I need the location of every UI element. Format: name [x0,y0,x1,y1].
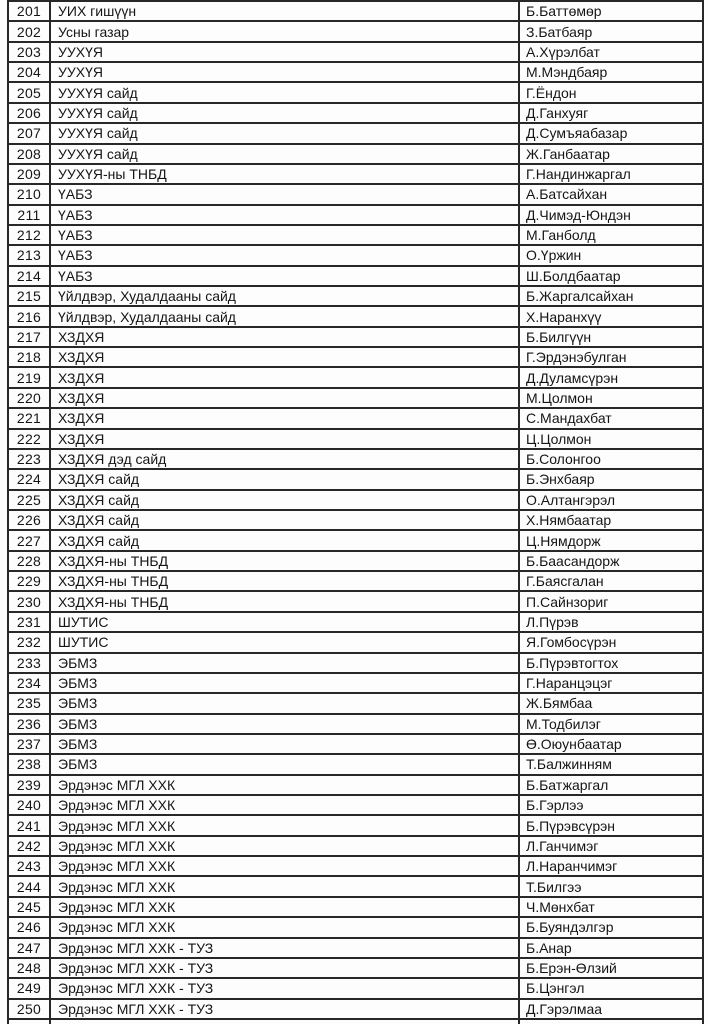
person-name-cell: Г.Нандинжаргал [526,166,631,183]
organization-cell: Эрдэнэс МГЛ ХХК - ТУЗ [51,979,520,997]
row-number-cell: 215 [9,287,51,305]
organization-cell: ЭБМЗ [51,654,520,672]
table-row [9,22,702,42]
organization-cell: ХЗДХЯ сайд [51,470,520,488]
person-name-cell: Д.Сумъяабазар [526,125,628,142]
person-name-cell: Л.Наранчимэг [526,858,618,875]
person-name-cell: Г.Наранцэцэг [526,675,613,692]
row-number-cell: 212 [9,226,51,244]
person-name-cell: Ц.Нямдорж [526,532,601,549]
table-row [9,185,702,205]
row-number-cell: 238 [9,755,51,773]
organization-cell: ХЗДХЯ сайд [51,511,520,529]
row-number-cell: 240 [9,796,51,814]
person-name-cell: Б.Буяндэлгэр [526,919,614,936]
table-row [9,328,702,348]
table-row [9,776,702,796]
table-row [9,1000,702,1020]
organization-cell: ХЗДХЯ сайд [51,531,520,549]
person-name-cell: Б.Батжаргал [526,776,609,793]
row-number-cell: 230 [9,592,51,610]
organization-cell: Эрдэнэс МГЛ ХХК - ТУЗ [51,939,520,957]
table-row [9,246,702,266]
table-row [9,959,702,979]
person-name-cell: Б.Жаргалсайхан [526,288,634,305]
table-row [9,63,702,83]
table-row [9,226,702,246]
row-number-cell: 235 [9,694,51,712]
table-row [9,654,702,674]
organization-cell: ШУТИС [51,633,520,651]
table-row [9,2,702,22]
row-number-cell: 245 [9,898,51,916]
attendance-table [7,0,704,1024]
organization-cell: УУХҮЯ сайд [51,83,520,101]
row-number-cell: 232 [9,633,51,651]
person-name-cell: Б.Баттөмөр [526,3,602,20]
table-row [9,389,702,409]
organization-cell: ХЗДХЯ-ны ТНБД [51,572,520,590]
row-number-cell: 205 [9,83,51,101]
table-row [9,450,702,470]
table-row [9,898,702,918]
organization-cell: Усны газар [51,22,520,40]
table-row [9,755,702,775]
table-row [9,796,702,816]
partial-row [9,1020,702,1024]
person-name-cell: Г.Баясгалан [526,573,604,590]
row-number-cell: 231 [9,613,51,631]
person-name-cell: Ө.Оюунбаатар [526,736,622,753]
table-row [9,511,702,531]
organization-cell: Эрдэнэс МГЛ ХХК [51,877,520,895]
person-name-cell: Ч.Мөнхбат [526,898,595,915]
table-row [9,83,702,103]
row-number-cell: 221 [9,409,51,427]
row-number-cell: 207 [9,124,51,142]
person-name-cell: Д.Дуламсүрэн [526,369,619,386]
table-row [9,918,702,938]
row-number-cell: 234 [9,674,51,692]
row-number-cell: 201 [9,2,51,20]
table-row [9,816,702,836]
row-number-cell: 204 [9,63,51,81]
table-row [9,633,702,653]
row-number-cell: 241 [9,816,51,834]
table-row [9,491,702,511]
table-row [9,348,702,368]
table-row [9,287,702,307]
organization-cell: ҮАБЗ [51,226,520,244]
table-row [9,572,702,592]
table-row [9,592,702,612]
person-name-cell: Б.Гэрлээ [526,797,584,814]
organization-cell: ХЗДХЯ [51,389,520,407]
person-name-cell: П.Сайнзориг [526,593,609,610]
organization-cell: ҮАБЗ [51,206,520,224]
person-name-cell: М.Цолмон [526,390,593,406]
person-name-cell: Б.Пүрэвтогтох [526,654,619,671]
person-name-cell: Х.Наранхүү [526,308,602,325]
organization-cell: Эрдэнэс МГЛ ХХК - ТУЗ [51,959,520,977]
organization-cell: УУХҮЯ-ны ТНБД [51,165,520,183]
person-name-cell: Г.Ёндон [526,84,577,101]
table-row [9,735,702,755]
organization-cell: ЭБМЗ [51,735,520,753]
row-number-cell: 220 [9,389,51,407]
row-number-cell: 244 [9,877,51,895]
organization-cell: ЭБМЗ [51,674,520,692]
table-row [9,267,702,287]
table-row [9,368,702,388]
table-row [9,979,702,999]
organization-cell: Эрдэнэс МГЛ ХХК [51,918,520,936]
table-row [9,674,702,694]
person-name-cell: Я.Гомбосүрэн [526,634,617,651]
row-number-cell: 250 [9,1000,51,1018]
table-row [9,165,702,185]
row-number-cell: 227 [9,531,51,549]
organization-cell: ХЗДХЯ [51,348,520,366]
person-name-cell: Ж.Бямбаа [526,695,593,712]
row-number-cell: 211 [9,206,51,224]
person-name-cell: М.Тодбилэг [526,715,601,732]
row-number-cell [9,1020,51,1024]
person-name-cell: Д.Ганхуяг [526,104,589,121]
organization-cell: Эрдэнэс МГЛ ХХК - ТУЗ [51,1000,520,1018]
organization-cell: ЭБМЗ [51,715,520,733]
table-row [9,307,702,327]
person-name-cell: Б.Пүрэвсүрэн [526,817,616,834]
organization-cell: ШУТИС [51,613,520,631]
row-number-cell: 246 [9,918,51,936]
organization-cell: Эрдэнэс МГЛ ХХК [51,776,520,794]
table-row [9,470,702,490]
organization-cell: УУХҮЯ сайд [51,104,520,122]
row-number-cell: 236 [9,715,51,733]
person-name-cell: Б.Солонгоо [526,451,601,468]
table-row [9,939,702,959]
person-name-cell: Б.Ерэн-Өлзий [526,960,617,977]
table-row [9,715,702,735]
person-name-cell: О.Үржин [526,247,582,264]
row-number-cell: 208 [9,145,51,163]
row-number-cell: 237 [9,735,51,753]
person-name-cell: Б.Цэнгэл [526,980,585,997]
organization-cell: ҮАБЗ [51,185,520,203]
table-row [9,430,702,450]
organization-cell: ХЗДХЯ-ны ТНБД [51,592,520,610]
person-name-cell: С.Мандахбат [526,410,612,427]
organization-cell: ҮАБЗ [51,267,520,285]
row-number-cell: 213 [9,246,51,264]
organization-cell: УУХҮЯ сайд [51,124,520,142]
table-row [9,531,702,551]
person-name-cell: Л.Ганчимэг [526,837,599,854]
person-name-cell: Д.Гэрэлмаа [526,1000,603,1017]
person-name-cell: Т.Балжинням [526,756,612,773]
organization-cell: ХЗДХЯ-ны ТНБД [51,552,520,570]
row-number-cell: 214 [9,267,51,285]
row-number-cell: 210 [9,185,51,203]
table-row [9,206,702,226]
row-number-cell: 247 [9,939,51,957]
person-name-cell: Б.Баасандорж [526,552,620,569]
organization-cell: ХЗДХЯ сайд [51,491,520,509]
row-number-cell: 223 [9,450,51,468]
organization-cell: УИХ гишүүн [51,2,520,20]
person-name-cell: Б.Энхбаяр [526,471,595,488]
person-name-cell: Б.Билгүүн [526,328,592,345]
row-number-cell: 228 [9,552,51,570]
row-number-cell: 209 [9,165,51,183]
person-name-cell: Б.Анар [526,939,572,956]
row-number-cell: 248 [9,959,51,977]
organization-cell: ХЗДХЯ [51,430,520,448]
row-number-cell: 222 [9,430,51,448]
person-name-cell: Ц.Цолмон [526,430,592,447]
organization-cell: Үйлдвэр, Худалдааны сайд [51,287,520,305]
row-number-cell: 226 [9,511,51,529]
row-number-cell: 203 [9,43,51,61]
table-row [9,552,702,572]
person-name-cell: О.Алтангэрэл [526,491,616,508]
person-name-cell: М.Мэндбаяр [526,64,608,81]
row-number-cell: 202 [9,22,51,40]
table-row [9,694,702,714]
table-row [9,145,702,165]
organization-cell: ХЗДХЯ [51,328,520,346]
person-name-cell: Л.Пүрэв [526,613,579,630]
table-row [9,104,702,124]
row-number-cell: 249 [9,979,51,997]
row-number-cell: 216 [9,307,51,325]
table-row [9,877,702,897]
person-name-cell: З.Батбаяр [526,23,593,40]
organization-cell: ХЗДХЯ [51,368,520,386]
person-name-cell: Г.Эрдэнэбулган [526,349,627,366]
row-number-cell: 242 [9,837,51,855]
row-number-cell: 225 [9,491,51,509]
row-number-cell: 217 [9,328,51,346]
row-number-cell: 224 [9,470,51,488]
organization-cell: ЭБМЗ [51,755,520,773]
organization-cell: ХЗДХЯ дэд сайд [51,450,520,468]
organization-cell: Эрдэнэс МГЛ ХХК [51,898,520,916]
organization-cell: Эрдэнэс МГЛ ХХК [51,796,520,814]
table-row [9,43,702,63]
row-number-cell: 229 [9,572,51,590]
row-number-cell: 243 [9,857,51,875]
person-name-cell: А.Батсайхан [526,186,608,203]
person-name-cell: Х.Нямбаатар [526,512,612,529]
organization-cell: Эрдэнэс МГЛ ХХК [51,837,520,855]
person-name-cell: Ж.Ганбаатар [526,145,610,162]
person-name-cell [520,1020,702,1024]
organization-cell [51,1020,520,1024]
organization-cell: ЭБМЗ [51,694,520,712]
row-number-cell: 239 [9,776,51,794]
row-number-cell: 206 [9,104,51,122]
table-row [9,857,702,877]
table-row [9,409,702,429]
table-row [9,124,702,144]
organization-cell: УУХҮЯ [51,63,520,81]
organization-cell: Эрдэнэс МГЛ ХХК [51,857,520,875]
person-name-cell: Т.Билгээ [526,878,582,895]
organization-cell: УУХҮЯ [51,43,520,61]
organization-cell: УУХҮЯ сайд [51,145,520,163]
person-name-cell: М.Ганболд [526,227,596,244]
person-name-cell: А.Хүрэлбат [526,43,600,60]
organization-cell: ХЗДХЯ [51,409,520,427]
person-name-cell: Д.Чимэд-Юндэн [526,206,631,223]
table-row [9,613,702,633]
row-number-cell: 219 [9,368,51,386]
table-row [9,837,702,857]
person-name-cell: Ш.Болдбаатар [526,267,621,284]
row-number-cell: 218 [9,348,51,366]
organization-cell: Үйлдвэр, Худалдааны сайд [51,307,520,325]
organization-cell: Эрдэнэс МГЛ ХХК [51,816,520,834]
organization-cell: ҮАБЗ [51,246,520,264]
row-number-cell: 233 [9,654,51,672]
